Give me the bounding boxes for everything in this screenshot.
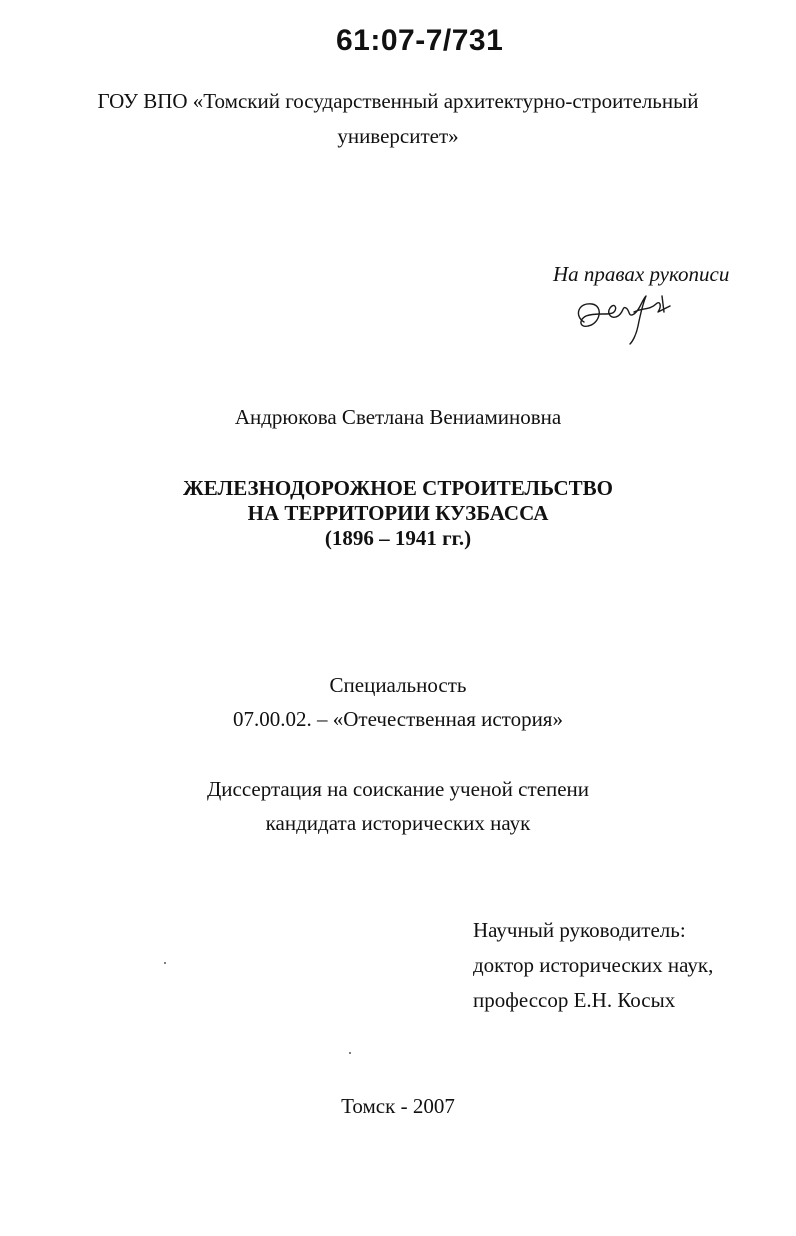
supervisor-block — [473, 913, 713, 1018]
degree-line-2: кандидата исторических наук — [265, 811, 531, 835]
institution-name — [0, 84, 796, 154]
author-name: Андрюкова Светлана Вениаминовна — [234, 405, 562, 429]
institution-line-1: ГОУ ВПО «Томский государственный архитектурно-строительный — [97, 89, 699, 113]
supervisor-degree: доктор исторических наук, — [473, 953, 714, 977]
thesis-title — [0, 476, 796, 551]
title-line-3: (1896 – 1941 гг.) — [324, 526, 472, 550]
degree-line-1: Диссертация на соискание ученой степени — [206, 777, 590, 801]
title-line-2: НА ТЕРРИТОРИИ КУЗБАССА — [247, 501, 549, 525]
degree-statement — [0, 772, 796, 840]
catalog-number: 61:07-7/731 — [336, 24, 504, 57]
specialty-label: Специальность — [329, 673, 467, 697]
supervisor-name: профессор Е.Н. Косых — [473, 988, 676, 1012]
manuscript-note: На правах рукописи — [553, 262, 730, 286]
title-line-1: ЖЕЛЕЗНОДОРОЖНОЕ СТРОИТЕЛЬСТВО — [183, 476, 613, 500]
city-year: Томск - 2007 — [341, 1094, 455, 1118]
handwritten-signature — [570, 282, 680, 352]
specialty — [0, 668, 796, 736]
supervisor-label: Научный руководитель: — [473, 918, 686, 942]
specialty-code: 07.00.02. – «Отечественная история» — [233, 707, 563, 731]
scan-speck — [349, 1052, 351, 1054]
institution-line-2: университет» — [337, 124, 459, 148]
scan-speck — [164, 962, 166, 964]
